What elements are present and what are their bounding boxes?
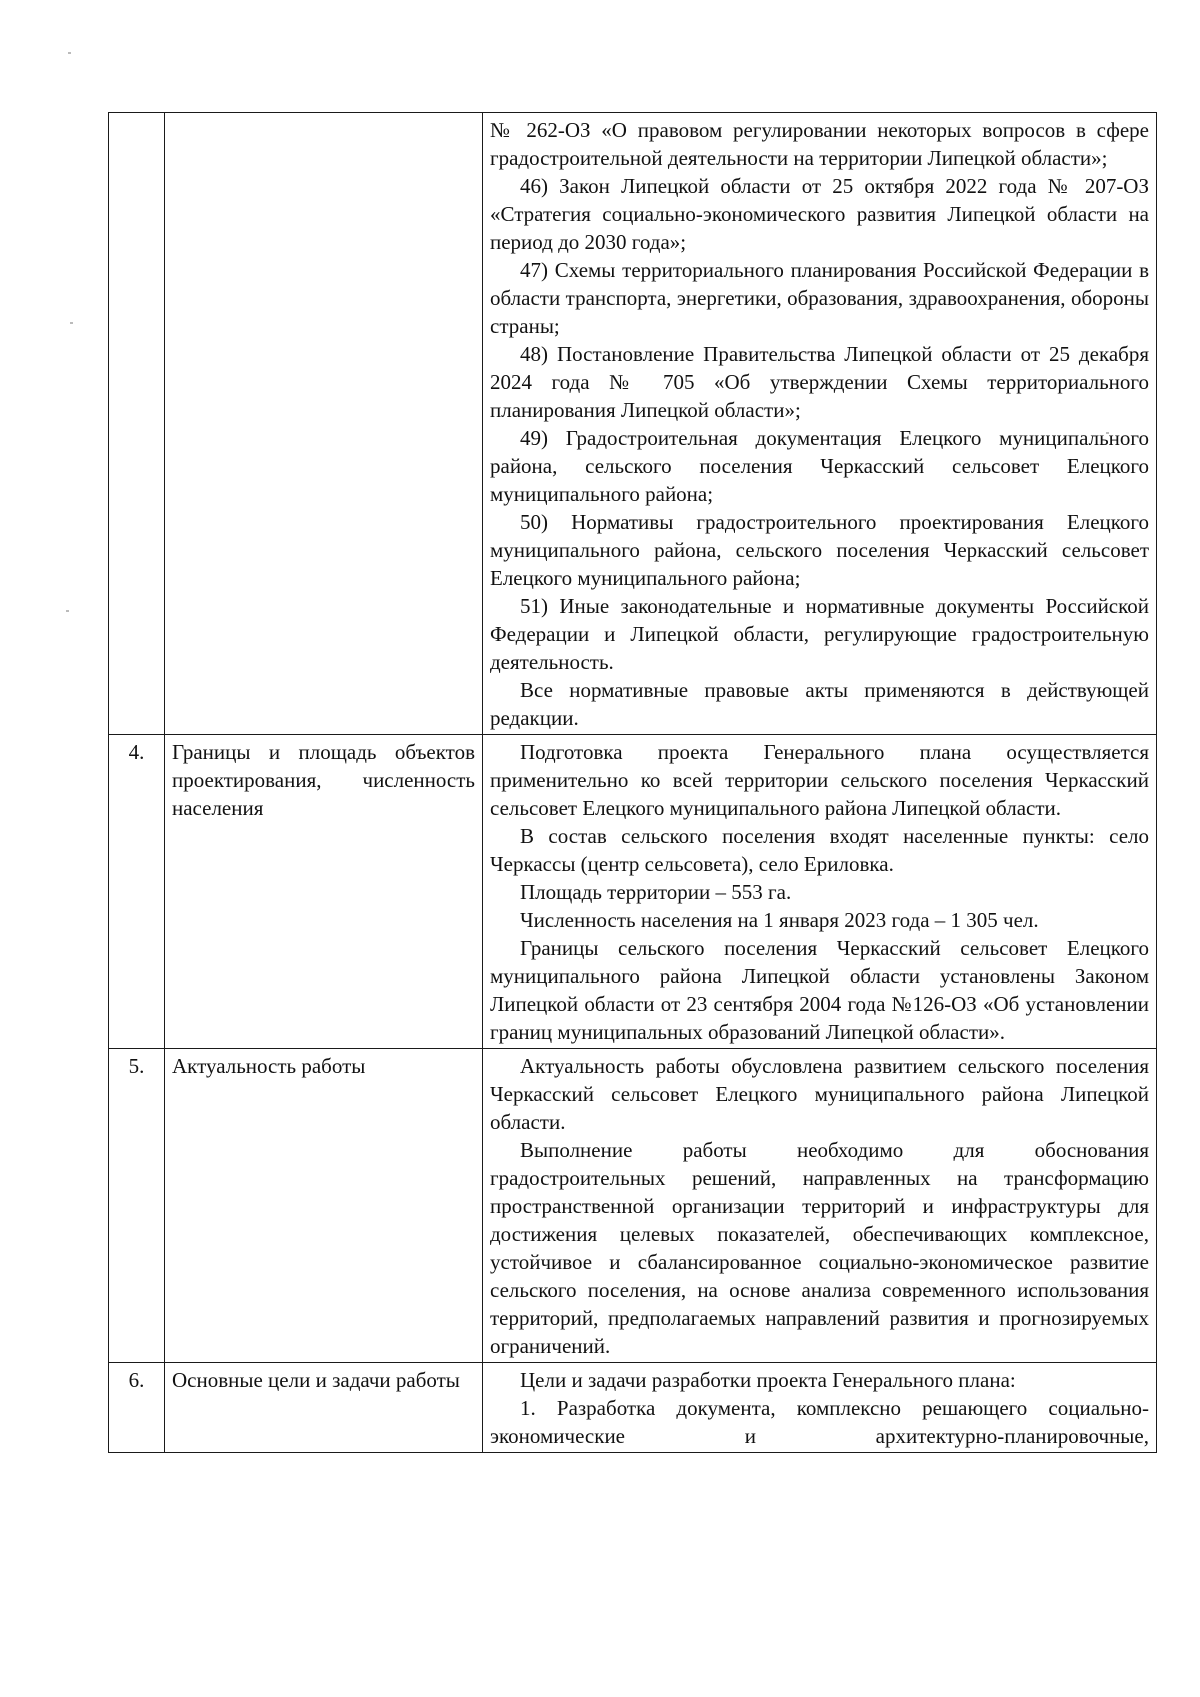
content-paragraph: Подготовка проекта Генерального плана осуществляется применительно ко всей территории сельского поселения Черкасский сельсовет Елецкого муниципального района Липецкой области. [490,740,1149,820]
content-paragraph: Выполнение работы необходимо для обоснования градостроительных решений, направленных на трансформацию пространственной организации территорий и инфраструктуры для достижения целевых показателей, обеспечивающих комплексное, устойчивое и сбалансированное социально-экономическое развитие сельского поселения, на основе анализа современного использования территорий, предполагаемых направлений развития и прогнозируемых ограничений. [490,1138,1149,1358]
row-title: Границы и площадь объектов проектирования, численность населения [165,735,483,1049]
row-number: 6. [109,1363,165,1453]
row-content [483,113,1157,735]
content-paragraph: Границы сельского поселения Черкасский сельсовет Елецкого муниципального района Липецкой области установлены Законом Липецкой области от 23 сентября 2004 года №126-ОЗ «Об установлении границ муниципальных образований Липецкой области». [490,936,1149,1044]
table-row [109,1049,1157,1363]
content-paragraph: № 262-ОЗ «О правовом регулировании некоторых вопросов в сфере градостроительной деятельности на территории Липецкой области»; [490,118,1149,170]
table-row [109,113,1157,735]
row-number: 4. [109,735,165,1049]
table-row [109,1363,1157,1453]
content-paragraph: В состав сельского поселения входят населенные пункты: село Черкассы (центр сельсовета), село Ериловка. [490,824,1149,876]
content-paragraph: Все нормативные правовые акты применяются в действующей редакции. [490,678,1149,730]
row-content [483,735,1157,1049]
content-paragraph: 47) Схемы территориального планирования Российской Федерации в области транспорта, энергетики, образования, здравоохранения, обороны страны; [490,258,1149,338]
content-paragraph: 50) Нормативы градостроительного проектирования Елецкого муниципального района, сельского поселения Черкасский сельсовет Елецкого муниципального района; [490,510,1149,590]
content-paragraph: Актуальность работы обусловлена развитием сельского поселения Черкасский сельсовет Елецкого муниципального района Липецкой области. [490,1054,1149,1134]
row-content [483,1363,1157,1453]
content-paragraph: Цели и задачи разработки проекта Генерального плана: [520,1368,1016,1392]
content-paragraph: 48) Постановление Правительства Липецкой области от 25 декабря 2024 года № 705 «Об утверждении Схемы территориального планирования Липецкой области»; [490,342,1149,422]
row-number: 5. [109,1049,165,1363]
requirements-table [108,112,1157,1453]
content-paragraph: Численность населения на 1 января 2023 года – 1 305 чел. [520,908,1039,932]
content-paragraph: 49) Градостроительная документация Елецкого муниципального района, сельского поселения Черкасский сельсовет Елецкого муниципального района; [490,426,1149,506]
row-title [165,113,483,735]
content-paragraph: 46) Закон Липецкой области от 25 октября 2022 года № 207-ОЗ «Стратегия социально-экономического развития Липецкой области на период до 2030 года»; [490,174,1149,254]
row-title: Основные цели и задачи работы [165,1363,483,1453]
row-title: Актуальность работы [165,1049,483,1363]
content-paragraph: Площадь территории – 553 га. [520,880,792,904]
content-paragraph: 51) Иные законодательные и нормативные документы Российской Федерации и Липецкой области, регулирующие градостроительную деятельность. [490,594,1149,674]
table-row [109,735,1157,1049]
row-content [483,1049,1157,1363]
content-paragraph: 1. Разработка документа, комплексно решающего социально-экономические и архитектурно-планировочные, [490,1396,1149,1448]
row-number [109,113,165,735]
